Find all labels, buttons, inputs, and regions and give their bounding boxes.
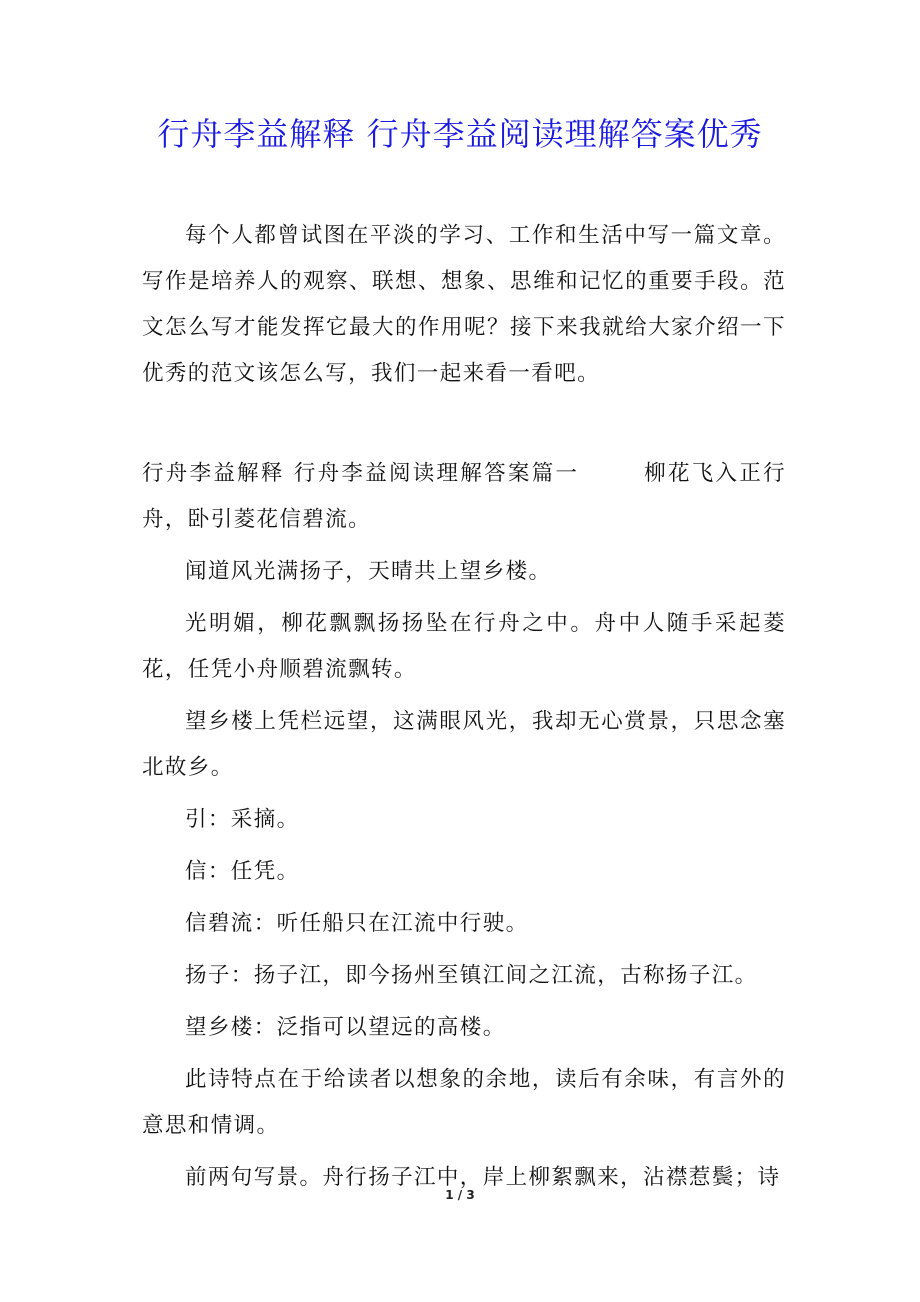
- page-indicator: 1 / 3: [445, 1188, 475, 1202]
- section-heading: 行舟李益解释 行舟李益阅读理解答案篇一: [142, 461, 580, 486]
- section-first-paragraph: [142, 451, 786, 543]
- paragraph-10: 前两句写景。舟行扬子江中，岸上柳絮飘来，沾襟惹鬓；诗: [185, 1165, 781, 1190]
- document-title: 行舟李益解释 行舟李益阅读理解答案优秀: [157, 115, 763, 153]
- paragraph-2: 光明媚，柳花飘飘扬扬坠在行舟之中。舟中人随手采起菱花，任凭小舟顺碧流飘转。: [142, 611, 786, 682]
- paragraph-8: 望乡楼：泛指可以望远的高楼。: [185, 1015, 506, 1040]
- paragraph-4: 引：采摘。: [185, 807, 300, 832]
- paragraph-3: 望乡楼上凭栏远望，这满眼风光，我却无心赏景，只思念塞北故乡。: [142, 709, 786, 780]
- section-first-text: 柳花飞入正行舟，卧引菱花信碧流。: [142, 461, 786, 532]
- intro-block: [142, 213, 786, 397]
- intro-paragraph: 每个人都曾试图在平淡的学习、工作和生活中写一篇文章。写作是培养人的观察、联想、想象、思维和记忆的重要手段。范文怎么写才能发挥它最大的作用呢？接下来我就给大家介绍一下优秀的范文该怎么写，我们一起来看一看吧。: [142, 223, 786, 386]
- paragraph-1: 闻道风光满扬子，天晴共上望乡楼。: [185, 559, 552, 584]
- paragraph-7: 扬子：扬子江，即今扬州至镇江间之江流，古称扬子江。: [185, 963, 758, 988]
- section-block: [142, 451, 786, 1201]
- paragraph-9: 此诗特点在于给读者以想象的余地，读后有余味，有言外的意思和情调。: [142, 1067, 786, 1138]
- paragraph-6: 信碧流：听任船只在江流中行驶。: [185, 911, 529, 936]
- paragraph-5: 信：任凭。: [185, 859, 300, 884]
